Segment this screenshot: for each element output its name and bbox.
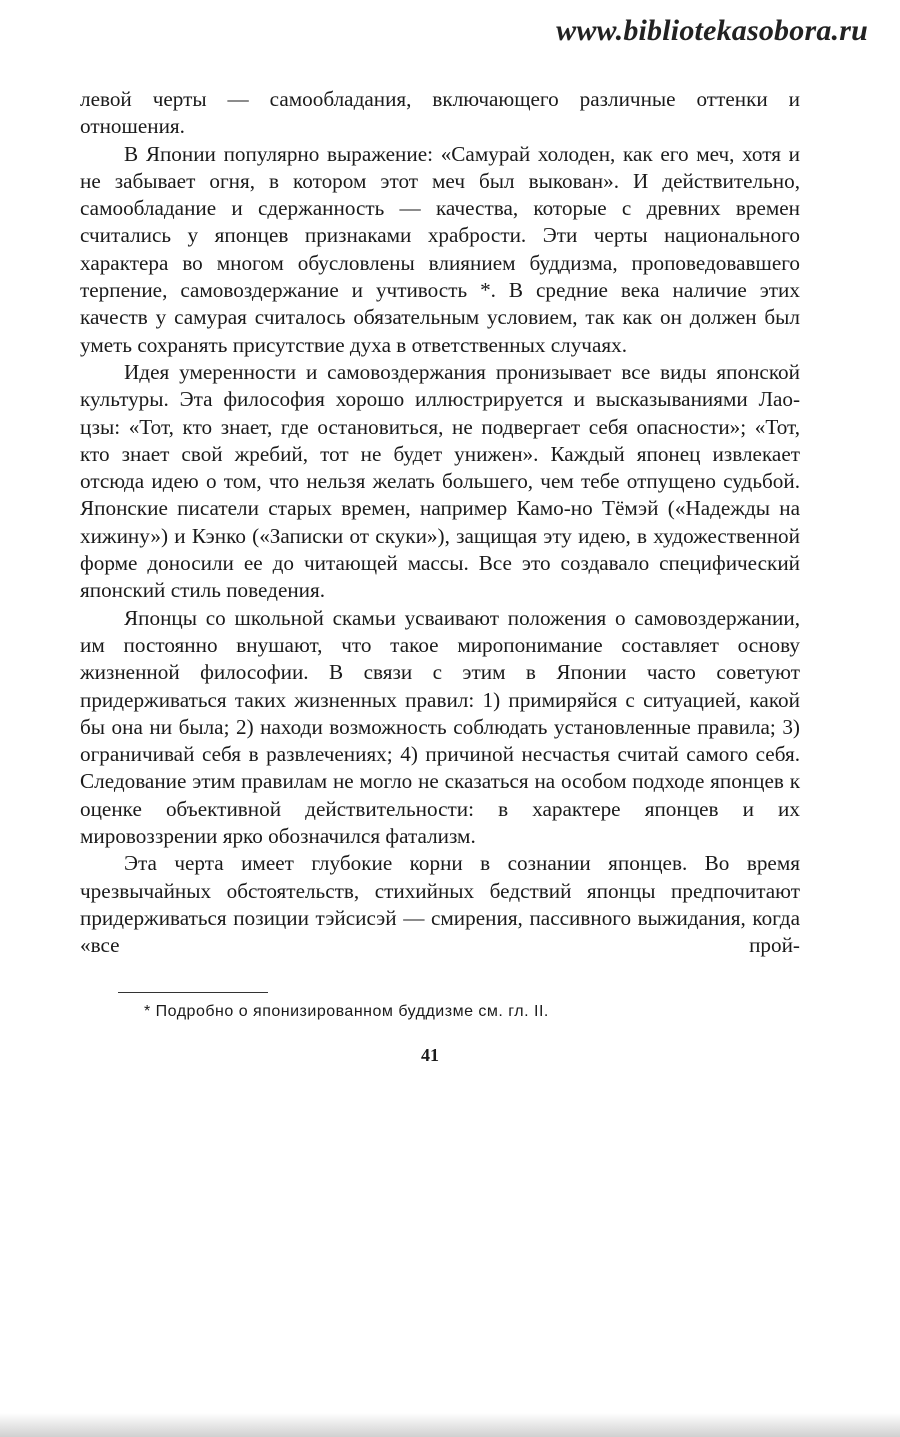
book-page bbox=[80, 86, 800, 1066]
paragraph-continuation: левой черты — самообладания, включающего различные оттенки и отношения. bbox=[80, 87, 800, 139]
footnote-divider bbox=[118, 992, 268, 993]
page-number: 41 bbox=[421, 1044, 439, 1065]
paragraph-school: Японцы со школьной скамьи усваивают положения о самовоздержании, им постоянно внушают, что такое миропонимание составляет основу жизненной философии. В связи с этим в Японии часто советуют придерживаться таких жизненных правил: 1) примиряйся с ситуацией, какой бы она ни была; 2) находи возможность соблюдать установленные правила; 3) ограничивай себя в развлечениях; 4) причиной несчастья считай самого себя. Следование этим правилам не могло не сказаться на особом подходе японцев к оценке объективной действительности: в характере японцев и их мировоззрении ярко обозначился фатализм. bbox=[80, 605, 800, 849]
body-text bbox=[80, 86, 800, 960]
paragraph-moderation: Идея умеренности и самовоздержания пронизывает все виды японской культуры. Эта философия хорошо иллюстрируется и высказываниями Лао-цзы: «Тот, кто знает, где остановиться, не подвергает себя опасности»; «Тот, кто знает свой жребий, тот не будет унижен». Каждый японец извлекает отсюда идею о том, что нельзя желать большего, чем тебе отпущено судьбой. Японские писатели старых времен, например Камо-но Тёмэй («Надежды на хижину») и Кэнко («Записки от скуки»), защищая эту идею, в художественной форме доносили ее до читающей массы. Все это создавало специфический японский стиль поведения. bbox=[80, 359, 800, 603]
footnote: * Подробно о японизированном буддизме см. гл. II. bbox=[144, 1002, 549, 1020]
paragraph-fatalism: Эта черта имеет глубокие корни в сознании японцев. Во время чрезвычайных обстоятельств, стихийных бедствий японцы предпочитают придерживаться позиции тэйсисэй — смирения, пассивного выжидания, когда «все прой- bbox=[80, 851, 800, 958]
scan-edge-shadow bbox=[0, 1413, 900, 1437]
website-watermark: www.bibliotekasobora.ru bbox=[556, 14, 868, 47]
paragraph-samurai: В Японии популярно выражение: «Самурай холоден, как его меч, хотя и не забывает огня, в котором этот меч был выкован». И действительно, самообладание и сдержанность — качества, которые с древних времен считались у японцев признаками храбрости. Эти черты национального характера во многом обусловлены влиянием буддизма, проповедовавшего терпение, самовоздержание и учтивость *. В средние века наличие этих качеств у самурая считалось обязательным условием, так как он должен был уметь сохранять присутствие духа в ответственных случаях. bbox=[80, 141, 800, 357]
